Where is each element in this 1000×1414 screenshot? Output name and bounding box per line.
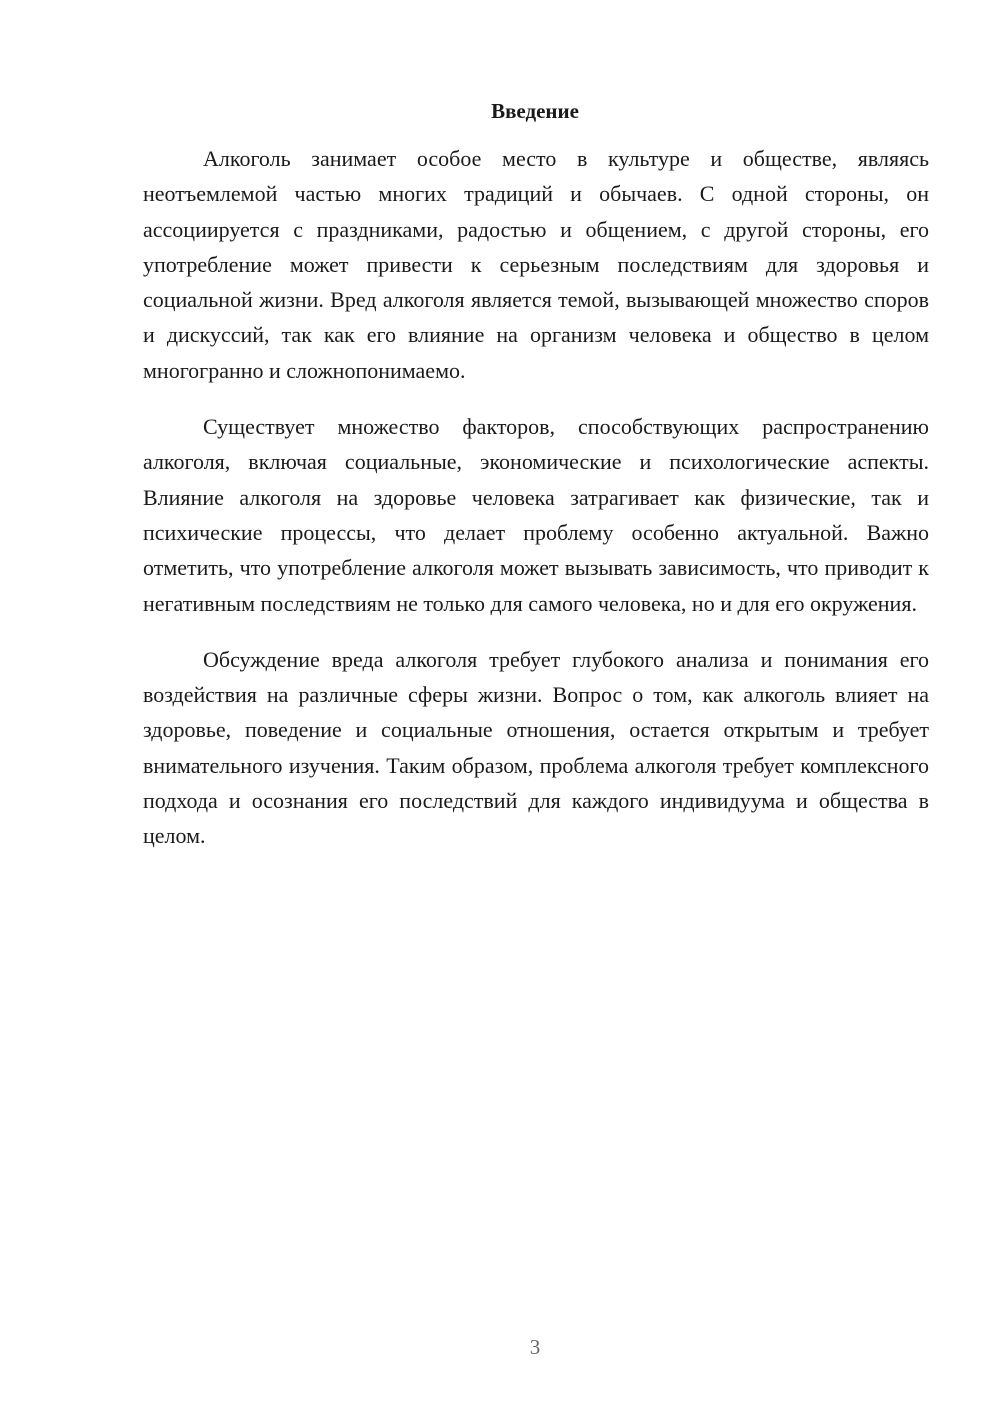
paragraph-2: Существует множество факторов, способствующих распространению алкоголя, включая социальные, экономические и психологические аспекты. Влияние алкоголя на здоровье человека затрагивает как физические, так и психические процессы, что делает проблему особенно актуальной. Важно отметить, что употребление алкоголя может вызывать зависимость, что приводит к негативным последствиям не только для самого человека, но и для его окружения. (143, 414, 929, 616)
paragraph-1: Алкоголь занимает особое место в культуре и обществе, являясь неотъемлемой частью многих традиций и обычаев. С одной стороны, он ассоциируется с праздниками, радостью и общением, с другой стороны, его употребление может привести к серьезным последствиям для здоровья и социальной жизни. Вред алкоголя является темой, вызывающей множество споров и дискуссий, так как его влияние на организм человека и общество в целом многогранно и сложнопонимаемо. (143, 146, 929, 383)
document-body (143, 141, 929, 854)
page-title: Введение (491, 99, 579, 123)
page-number: 3 (529, 1335, 541, 1359)
paragraph-3: Обсуждение вреда алкоголя требует глубокого анализа и понимания его воздействия на различные сферы жизни. Вопрос о том, как алкоголь влияет на здоровье, поведение и социальные отношения, остается открытым и требует внимательного изучения. Таким образом, проблема алкоголя требует комплексного подхода и осознания его последствий для каждого индивидуума и общества в целом. (143, 646, 929, 849)
